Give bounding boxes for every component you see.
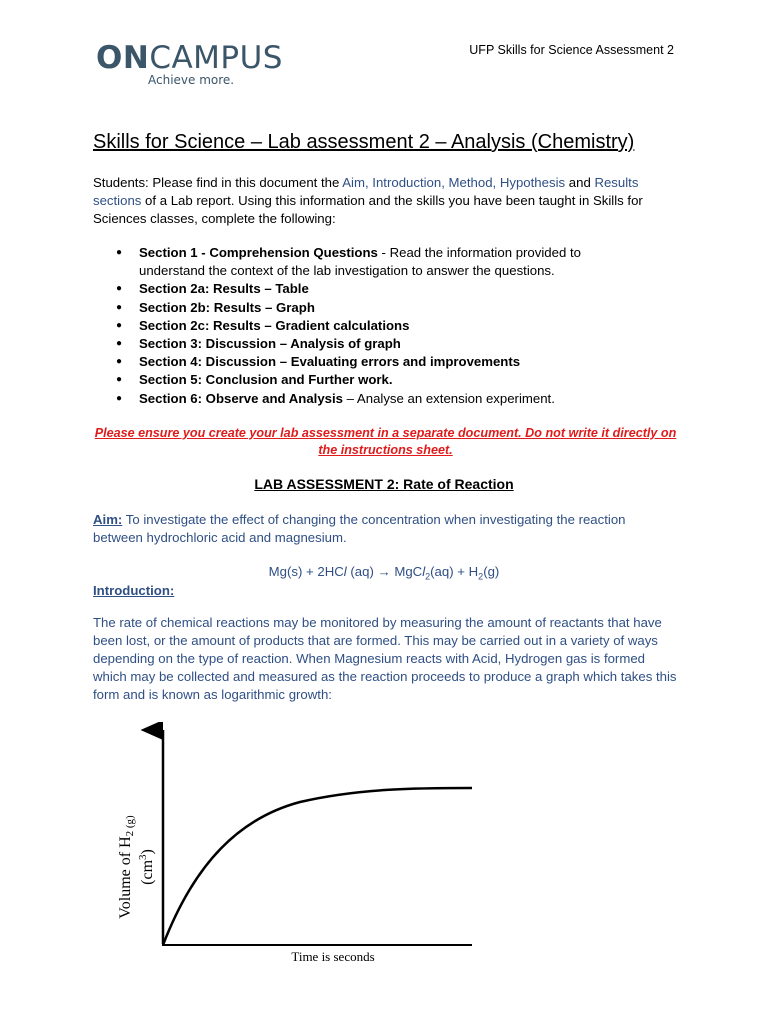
intro-highlight-sections: Aim, Introduction, Method, Hypothesis	[342, 175, 566, 190]
intro-highlight-results: Results sections	[93, 175, 639, 208]
logo-wordmark: ONCAMPUS	[96, 40, 283, 76]
list-item: ● Section 2b: Results – Graph	[116, 299, 649, 317]
header-doc-label: UFP Skills for Science Assessment 2	[469, 43, 674, 57]
y-axis-label	[117, 815, 156, 919]
page-title: Skills for Science – Lab assessment 2 – Analysis (Chemistry)	[93, 131, 635, 153]
list-item: ● Section 5: Conclusion and Further work.	[116, 371, 649, 389]
aim-label: Aim:	[93, 512, 123, 527]
aim-paragraph: Aim: To investigate the effect of changing the concentration when investigating the reaction between hydrochloric acid and magnesium.	[93, 512, 626, 545]
introduction-heading: Introduction:	[93, 583, 175, 598]
list-item: ● Section 3: Discussion – Analysis of graph	[116, 335, 649, 353]
logarithmic-growth-graph	[100, 722, 490, 972]
introduction-paragraph: The rate of chemical reactions may be monitored by measuring the amount of reactants that have been lost, or the amount of products that are formed. This may be carried out in a variety of ways depending on the type of reaction. When Magnesium reacts with Acid, Hydrogen gas is formed which may be collected and measured as the reaction proceeds to produce a graph which takes this form and is known as logarithmic growth:	[93, 615, 677, 702]
reaction-equation: Mg(s) + 2HCl (aq) → MgCl$_2$(aq) + $H_2(g)$	[268, 564, 500, 582]
oncampus-logo	[96, 40, 283, 87]
warning-note: Please ensure you create your lab assessment in a separate document. Do not write it directly on the instructions sheet.	[94, 426, 677, 457]
logo-tagline: Achieve more.	[148, 73, 235, 87]
x-axis-label: Time is seconds	[291, 949, 375, 964]
list-item: ● Section 6: Observe and Analysis – Analyse an extension experiment.	[116, 390, 649, 408]
intro-paragraph: Students: Please find in this document the Aim, Introduction, Method, Hypothesis and Results sections of a Lab report. Using this information and the skills you have been taught in Skills for Sciences classes, complete the following:	[93, 175, 643, 226]
section-list	[116, 244, 649, 408]
list-item: ● Section 4: Discussion – Evaluating errors and improvements	[116, 353, 649, 371]
list-item: ● Section 2a: Results – Table	[116, 280, 649, 298]
svg-text:Volume of H2 (g): Volume of H2 (g)	[117, 815, 136, 919]
list-item: ● Section 1 - Comprehension Questions - Read the information provided to understand the context of the lab investigation to answer the questions.	[116, 244, 649, 280]
list-item: ● Section 2c: Results – Gradient calculations	[116, 317, 649, 335]
svg-text:(cm3): $(cm^3)$	[137, 849, 156, 885]
lab-heading: LAB ASSESSMENT 2: Rate of Reaction	[254, 476, 514, 492]
growth-curve	[163, 788, 472, 945]
